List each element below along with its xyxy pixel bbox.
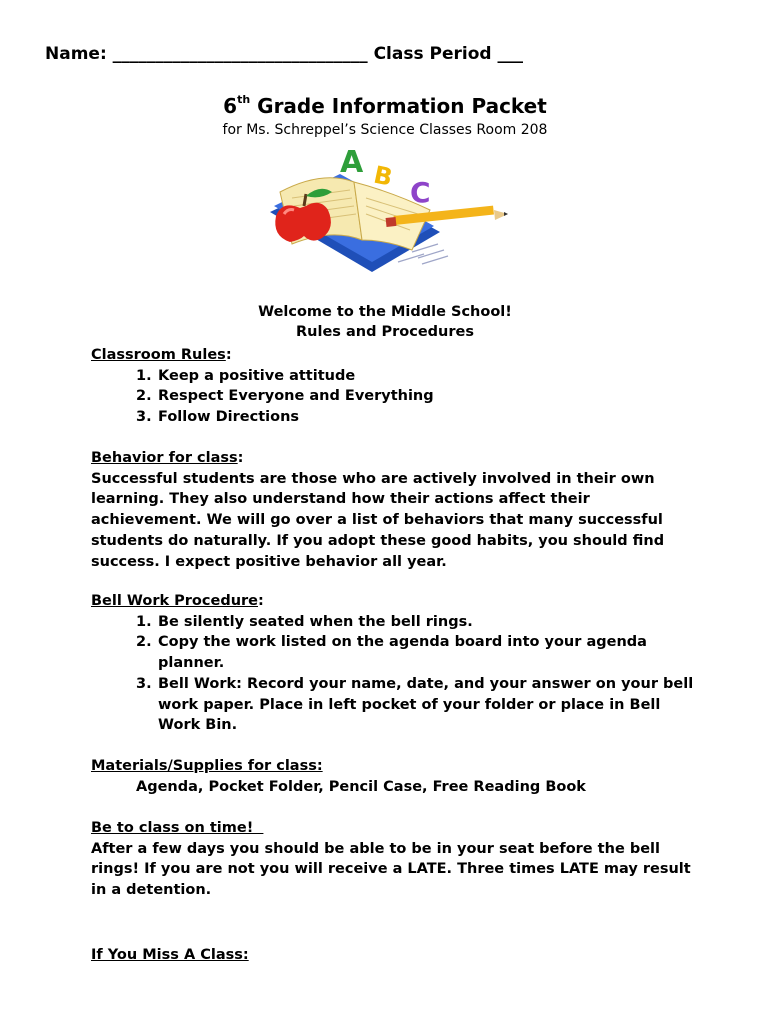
- abc-book-clipart: [262, 140, 512, 285]
- classroom-rules-heading: Classroom Rules:: [91, 347, 232, 363]
- page-subtitle: for Ms. Schreppel’s Science Classes Room 208: [222, 122, 548, 138]
- on-time-line: in a detention.: [91, 882, 212, 899]
- list-item: 1. Be silently seated when the bell rings.: [136, 613, 473, 630]
- list-item: 1. Keep a positive attitude: [136, 367, 356, 384]
- on-time-section: [91, 818, 731, 901]
- on-time-heading: Be to class on time!: [91, 820, 264, 836]
- list-item: 2. Copy the work listed on the agenda board into your agenda planner.: [136, 634, 647, 672]
- behavior-line: achievement. We will go over a list of behaviors that many successful: [91, 512, 663, 529]
- behavior-line: success. I expect positive behavior all year.: [91, 553, 447, 570]
- on-time-line: After a few days you should be able to be in your seat before the bell: [91, 840, 660, 857]
- materials-heading: Materials/Supplies for class:: [91, 758, 323, 774]
- letter-b-icon: B: [371, 160, 395, 192]
- behavior-line: Successful students are those who are actively involved in their own: [91, 470, 655, 487]
- bell-work-list: [91, 612, 693, 736]
- title-ordinal-suffix: th: [237, 93, 251, 107]
- materials-text: Agenda, Pocket Folder, Pencil Case, Free Reading Book: [136, 778, 586, 795]
- letter-a-icon: A: [340, 145, 364, 180]
- behavior-section: [91, 448, 731, 572]
- miss-class-section: [91, 945, 249, 966]
- miss-class-heading: If You Miss A Class:: [91, 947, 249, 963]
- title-grade-number: 6: [223, 94, 238, 118]
- letter-c-icon: C: [410, 176, 431, 209]
- list-item: 3. Bell Work: Record your name, date, and your answer on your bell work paper. Place in left pocket of your folder or place in Bell Work Bin.: [136, 675, 694, 734]
- on-time-line: rings! If you are not you will receive a LATE. Three times LATE may result: [91, 861, 691, 878]
- behavior-heading: Behavior for class:: [91, 450, 244, 466]
- list-item: 2. Respect Everyone and Everything: [136, 388, 434, 405]
- classroom-rules-section: [91, 345, 434, 428]
- bell-work-section: [91, 591, 693, 736]
- title-text: Grade Information Packet: [250, 94, 547, 118]
- classroom-rules-list: [91, 366, 434, 428]
- rules-procedures-heading: Rules and Procedures: [296, 324, 474, 340]
- behavior-line: learning. They also understand how their actions affect their: [91, 491, 590, 508]
- behavior-line: students do naturally. If you adopt these good habits, you should find: [91, 532, 665, 549]
- list-item: 3. Follow Directions: [136, 409, 300, 426]
- materials-section: [91, 756, 586, 797]
- name-class-period-line: Name: ______________________________ Class Period ___: [45, 44, 523, 64]
- welcome-heading: Welcome to the Middle School!: [258, 304, 512, 320]
- bell-work-heading: Bell Work Procedure:: [91, 593, 264, 609]
- page-title: [0, 94, 770, 118]
